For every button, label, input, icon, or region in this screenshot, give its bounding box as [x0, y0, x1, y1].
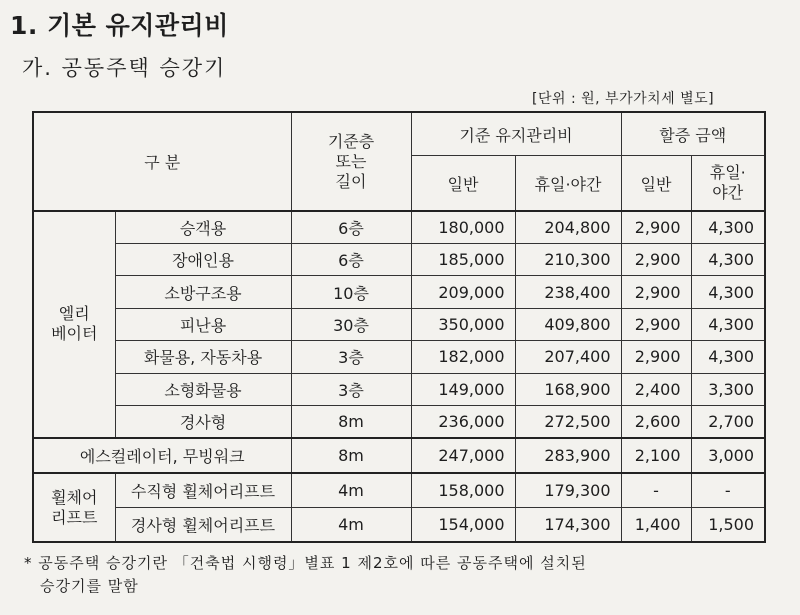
fee-table	[32, 111, 766, 543]
row-sur-normal: 2,900	[621, 341, 691, 373]
row-base-normal: 247,000	[411, 438, 515, 473]
row-name: 경사형	[115, 405, 291, 437]
row-floor: 4m	[291, 473, 411, 507]
floor-length-header-line3: 길이	[335, 171, 367, 191]
row-base-normal: 236,000	[411, 405, 515, 437]
group-elevator-line1: 엘리	[58, 304, 90, 324]
row-name: 경사형 휠체어리프트	[115, 508, 291, 542]
row-sur-normal: 2,900	[621, 276, 691, 308]
row-base-holiday: 283,900	[515, 438, 621, 473]
row-sur-holiday: -	[691, 473, 765, 507]
base-holiday-header: 휴일·야간	[515, 156, 621, 212]
row-sur-holiday: 2,700	[691, 405, 765, 437]
category-header: 구 분	[33, 112, 291, 211]
floor-length-header	[291, 112, 411, 211]
row-name: 승객용	[115, 211, 291, 243]
row-base-holiday: 204,800	[515, 211, 621, 243]
row-name: 화물용, 자동차용	[115, 341, 291, 373]
row-sur-normal: 2,900	[621, 244, 691, 276]
row-sur-holiday: 3,000	[691, 438, 765, 473]
row-floor: 4m	[291, 508, 411, 542]
row-base-holiday: 168,900	[515, 373, 621, 405]
row-name: 소형화물용	[115, 373, 291, 405]
group-wheelchair-lift	[33, 473, 115, 542]
section-heading: 1. 기본 유지관리비	[10, 11, 229, 40]
floor-length-header-line1: 기준층	[327, 131, 375, 151]
sur-holiday-header-line1: 휴일·	[709, 163, 746, 183]
row-base-normal: 182,000	[411, 341, 515, 373]
row-floor: 3층	[291, 341, 411, 373]
row-sur-holiday: 3,300	[691, 373, 765, 405]
row-base-normal: 180,000	[411, 211, 515, 243]
row-base-holiday: 210,300	[515, 244, 621, 276]
row-base-holiday: 179,300	[515, 473, 621, 507]
row-sur-holiday: 4,300	[691, 211, 765, 243]
base-fee-header: 기준 유지관리비	[411, 112, 621, 156]
row-sur-holiday: 4,300	[691, 308, 765, 340]
surcharge-header: 할증 금액	[621, 112, 765, 156]
row-name: 수직형 휠체어리프트	[115, 473, 291, 507]
row-base-normal: 209,000	[411, 276, 515, 308]
row-base-normal: 185,000	[411, 244, 515, 276]
row-floor: 8m	[291, 405, 411, 437]
row-base-normal: 158,000	[411, 473, 515, 507]
sur-holiday-header-line2: 야간	[712, 183, 744, 203]
row-sur-normal: 2,400	[621, 373, 691, 405]
sur-normal-header: 일반	[621, 156, 691, 212]
row-floor: 30층	[291, 308, 411, 340]
row-sur-holiday: 4,300	[691, 276, 765, 308]
row-name: 장애인용	[115, 244, 291, 276]
group-elevator	[33, 211, 115, 438]
row-floor: 10층	[291, 276, 411, 308]
row-base-normal: 154,000	[411, 508, 515, 542]
row-sur-normal: 2,100	[621, 438, 691, 473]
row-sur-holiday: 4,300	[691, 341, 765, 373]
row-sur-normal: 2,900	[621, 308, 691, 340]
subsection-heading: 가. 공동주택 승강기	[22, 56, 227, 80]
row-name: 피난용	[115, 308, 291, 340]
row-floor: 3층	[291, 373, 411, 405]
row-sur-normal: 1,400	[621, 508, 691, 542]
row-sur-holiday: 4,300	[691, 244, 765, 276]
floor-length-header-line2: 또는	[335, 151, 367, 171]
row-floor: 6층	[291, 211, 411, 243]
group-wheelchair-line1: 휠체어	[51, 487, 98, 507]
row-floor: 8m	[291, 438, 411, 473]
unit-note: [단위 : 원, 부가가치세 별도]	[532, 91, 715, 107]
row-base-holiday: 238,400	[515, 276, 621, 308]
row-base-holiday: 174,300	[515, 508, 621, 542]
base-normal-header: 일반	[411, 156, 515, 212]
row-name: 소방구조용	[115, 276, 291, 308]
footnote	[24, 552, 587, 598]
footnote-line2: 승강기를 말함	[40, 577, 139, 595]
row-base-normal: 350,000	[411, 308, 515, 340]
row-sur-holiday: 1,500	[691, 508, 765, 542]
row-name: 에스컬레이터, 무빙워크	[33, 438, 291, 473]
row-sur-normal: 2,600	[621, 405, 691, 437]
group-elevator-line2: 베이터	[51, 324, 98, 344]
row-sur-normal: -	[621, 473, 691, 507]
row-base-holiday: 207,400	[515, 341, 621, 373]
row-sur-normal: 2,900	[621, 211, 691, 243]
row-base-holiday: 272,500	[515, 405, 621, 437]
footnote-line1: * 공동주택 승강기란 「건축법 시행령」별표 1 제2호에 따른 공동주택에 설치된	[24, 554, 587, 572]
sur-holiday-header	[691, 156, 765, 212]
group-wheelchair-line2: 리프트	[51, 507, 98, 527]
row-base-normal: 149,000	[411, 373, 515, 405]
row-base-holiday: 409,800	[515, 308, 621, 340]
row-floor: 6층	[291, 244, 411, 276]
